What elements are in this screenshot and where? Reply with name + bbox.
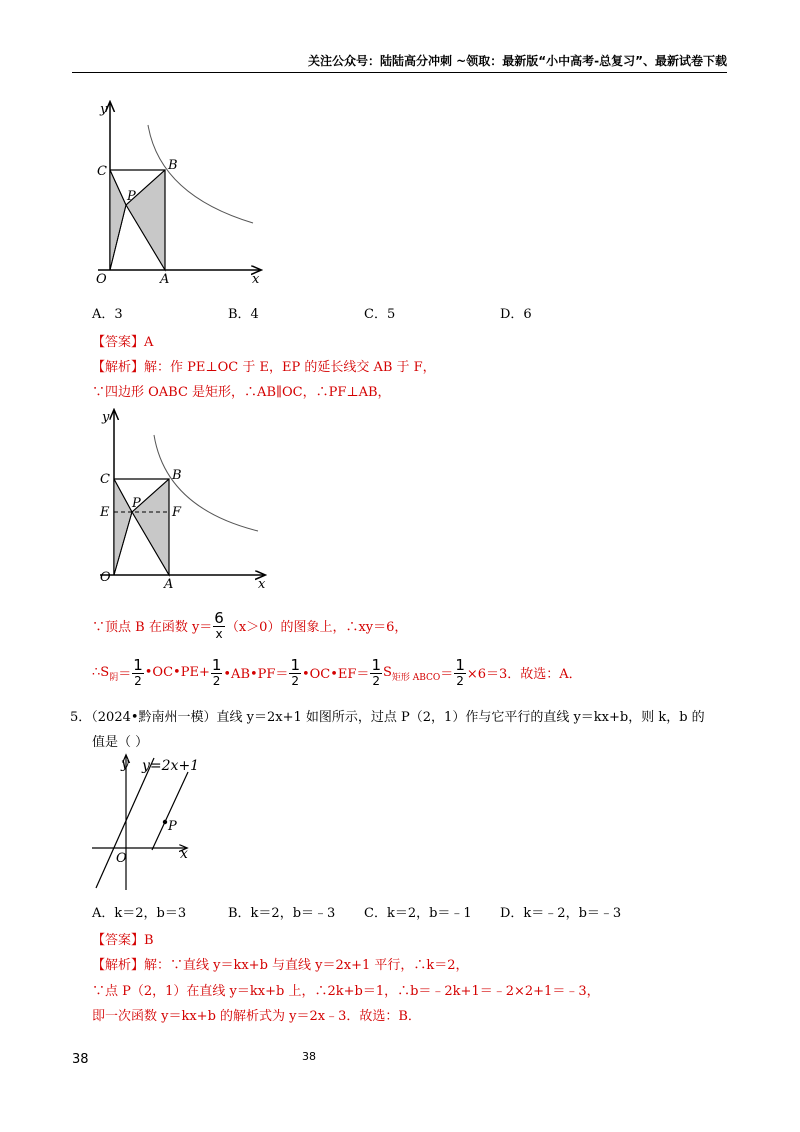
shaded-triangle-ocp: [110, 170, 126, 270]
q5-option-a: A．k＝2，b＝3: [92, 906, 187, 921]
q4-analysis-line3: ∵顶点 B 在函数 y＝ $\frac{6}{x}$ （x＞0）的图象上，∴xy＝6，: [92, 609, 408, 641]
line-parallel-through-p: [152, 772, 188, 850]
label-c: C: [97, 164, 107, 179]
label-o: O: [96, 272, 107, 285]
label-f: F: [172, 505, 182, 520]
label-p: P: [127, 189, 136, 204]
label-b: B: [172, 468, 182, 483]
label-a: A: [160, 272, 170, 285]
shaded-triangle-pab: [126, 170, 165, 270]
page-header: 关注公众号：陆陆高分冲刺 ~领取：最新版“小中高考-总复习”、最新试卷下载: [308, 54, 727, 68]
fraction-half-1: $\frac{1}{2}$: [133, 656, 143, 688]
q5-option-c: C．k＝2，b＝﹣1: [364, 906, 472, 921]
label-e: E: [100, 505, 110, 520]
fraction-6-over-x: $\frac{6}{x}$: [214, 609, 224, 641]
label-a: A: [164, 577, 174, 592]
q5-stem-line2: 值是（ ）: [92, 735, 149, 750]
figure-rectangle-hyperbola-2: [88, 403, 273, 593]
label-o: O: [116, 851, 127, 866]
fraction-half-2: $\frac{1}{2}$: [211, 656, 222, 688]
q5-option-d: D．k＝﹣2，b＝﹣3: [500, 906, 622, 921]
label-x: x: [180, 846, 188, 862]
fraction-half-3: $\frac{1}{2}$: [290, 656, 300, 688]
shaded-triangle-ocp: [114, 479, 132, 575]
q5-option-b: B．k＝2，b＝﹣3: [228, 906, 336, 921]
label-y: y: [102, 410, 110, 425]
label-p: P: [168, 819, 177, 834]
label-o: O: [100, 570, 111, 585]
label-x: x: [252, 272, 260, 285]
q4-option-a: A．3: [92, 307, 123, 322]
line-y-2x-plus-1: [96, 758, 154, 888]
q5-answer: 【答案】B: [92, 933, 154, 948]
figure-parallel-lines: [88, 750, 218, 895]
label-line: y=2x+1: [142, 758, 200, 774]
fraction-half-4: $\frac{1}{2}$: [371, 656, 381, 688]
fraction-half-5: $\frac{1}{2}$: [455, 656, 465, 688]
q5-analysis-line3: 即一次函数 y＝kx+b 的解析式为 y＝2x﹣3．故选：B．: [92, 1009, 421, 1024]
q4-option-d: D．6: [500, 307, 532, 322]
q5-analysis-line1: 【解析】解：∵直线 y＝kx+b 与直线 y＝2x+1 平行，∴k＝2，: [92, 958, 469, 973]
page-number-left: 38: [72, 1052, 89, 1067]
q4-option-b: B．4: [228, 307, 259, 322]
q5-analysis-line2: ∵点 P（2，1）在直线 y＝kx+b 上，∴2k+b＝1，∴b＝﹣2k+1＝﹣2×2+1＝﹣3，: [92, 984, 600, 999]
label-c: C: [100, 472, 110, 487]
label-b: B: [168, 158, 178, 173]
q4-analysis-line1: 【解析】解：作 PE⊥OC 于 E，EP 的延长线交 AB 于 F，: [92, 360, 436, 375]
label-x: x: [258, 577, 266, 592]
figure-rectangle-hyperbola-1: [88, 95, 268, 285]
label-p: P: [132, 496, 141, 511]
shaded-triangle-pab: [132, 479, 169, 575]
label-y: y: [100, 102, 108, 117]
q4-analysis-line4: ∴S 阴 ＝ $\frac{1}{2}$ •OC•PE+ $\frac{1}{2}$ •AB•PF＝ $\frac{1}{2}$ •OC•EF＝ $\frac{1}{2}$ S 矩形 ABCO ＝ $\frac{1}{2}$ ×6＝3．故选：A．: [92, 656, 582, 688]
point-p: [163, 820, 167, 824]
q5-stem-line1: 5．（2024•黔南州一模）直线 y＝2x+1 如图所示，过点 P（2，1）作与它平行的直线 y＝kx+b，则 k，b 的: [70, 710, 705, 725]
page-number-center: 38: [302, 1050, 316, 1063]
q4-answer: 【答案】A: [92, 335, 154, 350]
label-y: y: [121, 756, 129, 772]
hyperbola-curve: [154, 435, 258, 531]
q4-option-c: C．5: [364, 307, 396, 322]
q4-analysis-line2: ∵四边形 OABC 是矩形，∴AB∥OC，∴PF⊥AB，: [92, 385, 391, 400]
header-rule: [72, 72, 727, 73]
